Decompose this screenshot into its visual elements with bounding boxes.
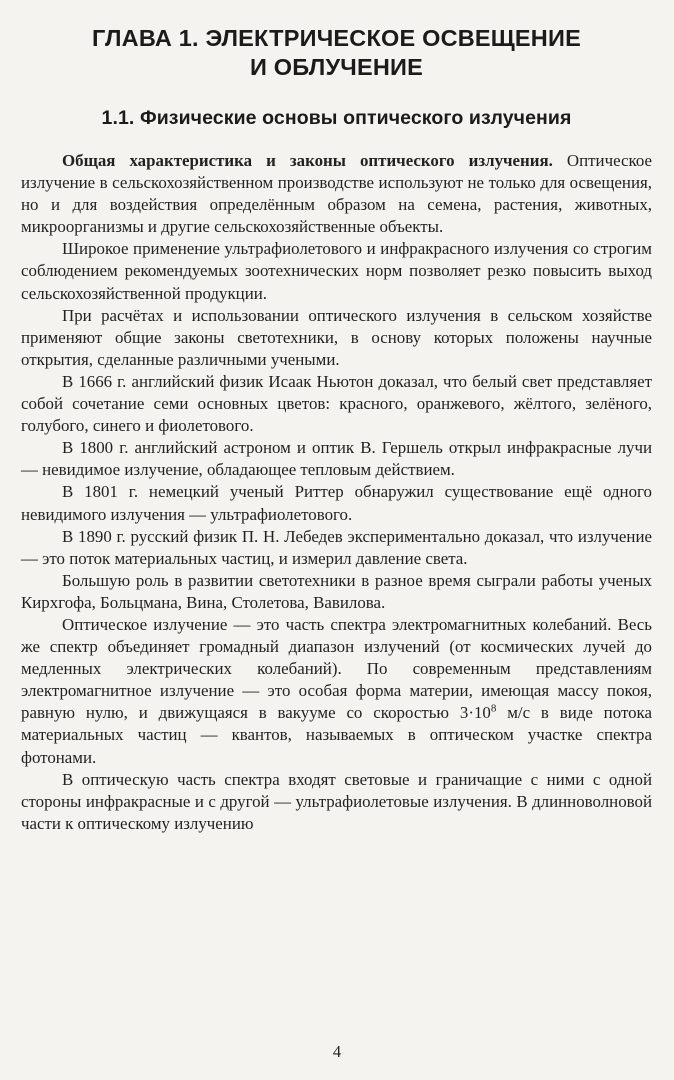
paragraph-9-text-start: Оптическое излучение — это часть спектра электромагнитных колебаний. Весь же спектр объединяет громадный диапазон излучений (от космических лучей до медленных электрических колебаний). По современным представлениям электромагнитное излучение — это особая форма материи, имеющая массу покоя, равную нулю, и движущаяся в вакууме со скоростью 3·10 — [21, 614, 652, 723]
paragraph-1 — [21, 150, 652, 238]
paragraph-9-text-end: м/с в виде потока материальных частиц — квантов, называемых в оптическом участке спектра фотонами. — [21, 703, 652, 767]
paragraph-5: В 1800 г. английский астроном и оптик В. Гершель открыл инфракрасные лучи — невидимое излучение, обладающее тепловым действием. — [21, 438, 652, 480]
chapter-title-line-1: ГЛАВА 1. ЭЛЕКТРИЧЕСКОЕ ОСВЕЩЕНИЕ — [92, 25, 581, 51]
section-title: 1.1. Физические основы оптического излучения — [101, 107, 572, 129]
paragraph-heading: Общая характеристика и законы оптического излучения. — [62, 151, 553, 170]
chapter-title-line-2: И ОБЛУЧЕНИЕ — [249, 54, 424, 80]
paragraph-1-text: Оптическое излучение в сельскохозяйственном производстве используют не только для освещения, но и для воздействия определённым образом на семена, растения, животных, микроорганизмы и другие сельскохозяйственные объекты. — [21, 151, 652, 237]
page-number: 4 — [332, 1042, 342, 1061]
paragraph-7: В 1890 г. русский физик П. Н. Лебедев экспериментально доказал, что излучение — это поток материальных частиц, и измерил давление света. — [21, 526, 652, 568]
paragraph-6: В 1801 г. немецкий ученый Риттер обнаружил существование ещё одного невидимого излучения — ультрафиолетового. — [21, 482, 652, 524]
paragraph-8: Большую роль в развитии светотехники в разное время сыграли работы ученых Кирхгофа, Больцмана, Вина, Столетова, Вавилова. — [21, 570, 652, 612]
paragraph-2: Широкое применение ультрафиолетового и инфракрасного излучения со строгим соблюдением рекомендуемых зоотехнических норм позволяет резко повысить выход сельскохозяйственной продукции. — [21, 239, 652, 303]
paragraph-3: При расчётах и использовании оптического излучения в сельском хозяйстве применяют общие законы светотехники, в основу которых положены научные открытия, сделанные различными учеными. — [21, 305, 652, 369]
paragraph-9 — [21, 614, 652, 769]
speed-exponent: 8 — [490, 702, 497, 715]
paragraph-4: В 1666 г. английский физик Исаак Ньютон доказал, что белый свет представляет собой сочетание семи основных цветов: красного, оранжевого, жёлтого, зелёного, голубого, синего и фиолетового. — [21, 371, 652, 436]
paragraph-10: В оптическую часть спектра входят световые и граничащие с ними с одной стороны инфракрасные и с другой — ультрафиолетовые излучения. В длинноволновой части к оптическому излучению — [21, 769, 652, 833]
body-text — [21, 150, 652, 835]
chapter-title — [21, 24, 652, 82]
